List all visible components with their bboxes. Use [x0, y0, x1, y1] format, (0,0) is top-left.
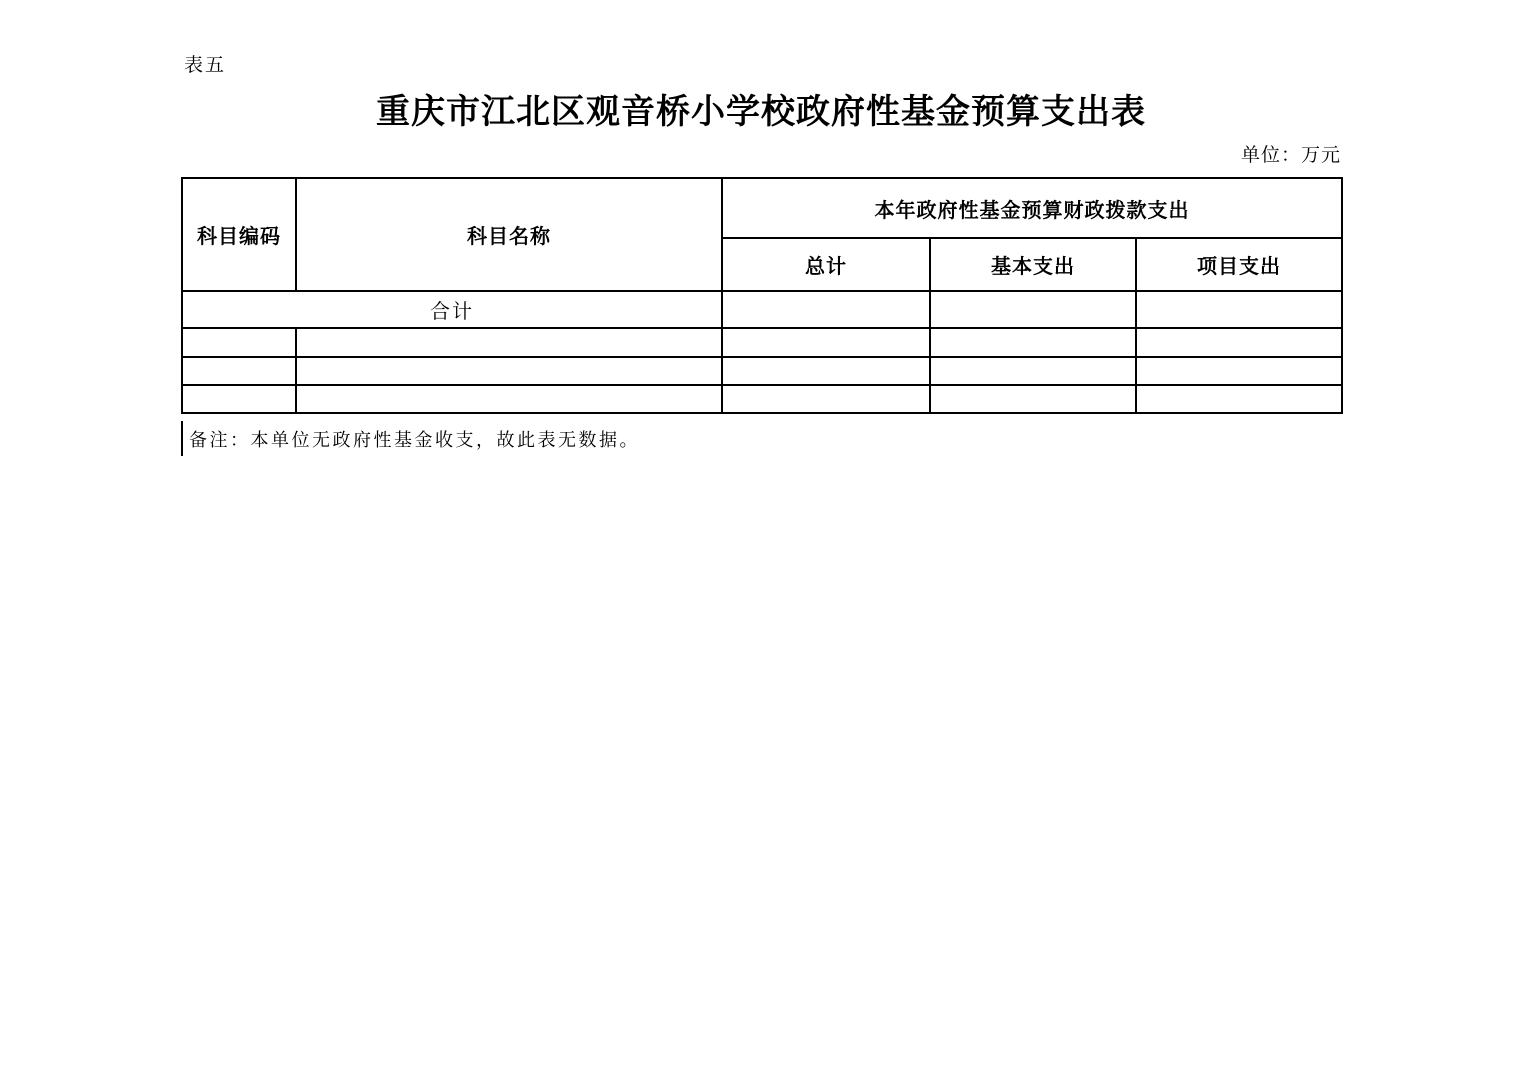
- name-cell: [296, 357, 722, 385]
- project-cell: [1136, 385, 1342, 413]
- table-number-label: 表五: [184, 54, 227, 76]
- project-cell: [1136, 328, 1342, 357]
- code-cell: [182, 385, 296, 413]
- header-total: 总计: [722, 238, 930, 291]
- project-cell: [1136, 357, 1342, 385]
- total-row-basic-cell: [930, 291, 1136, 328]
- header-basic-expenditure: 基本支出: [930, 238, 1136, 291]
- total-row-project-cell: [1136, 291, 1342, 328]
- code-cell: [182, 357, 296, 385]
- budget-table: [181, 177, 1343, 414]
- table-row: [182, 328, 1342, 357]
- header-subject-code: 科目编码: [182, 178, 296, 291]
- total-cell: [722, 357, 930, 385]
- total-row: [182, 291, 1342, 328]
- table-row: [182, 385, 1342, 413]
- total-row-total-cell: [722, 291, 930, 328]
- remark-note: 备注：本单位无政府性基金收支，故此表无数据。: [181, 421, 650, 456]
- document-title: 重庆市江北区观音桥小学校政府性基金预算支出表: [376, 92, 1146, 132]
- total-cell: [722, 385, 930, 413]
- total-row-label: 合计: [182, 291, 722, 328]
- basic-cell: [930, 385, 1136, 413]
- total-cell: [722, 328, 930, 357]
- code-cell: [182, 328, 296, 357]
- header-project-expenditure: 项目支出: [1136, 238, 1342, 291]
- header-row-group: [182, 178, 1342, 238]
- table-row: [182, 357, 1342, 385]
- name-cell: [296, 385, 722, 413]
- header-fund-expenditure-group: 本年政府性基金预算财政拨款支出: [722, 178, 1342, 238]
- name-cell: [296, 328, 722, 357]
- basic-cell: [930, 357, 1136, 385]
- header-subject-name: 科目名称: [296, 178, 722, 291]
- basic-cell: [930, 328, 1136, 357]
- unit-label: 单位：万元: [1240, 144, 1341, 166]
